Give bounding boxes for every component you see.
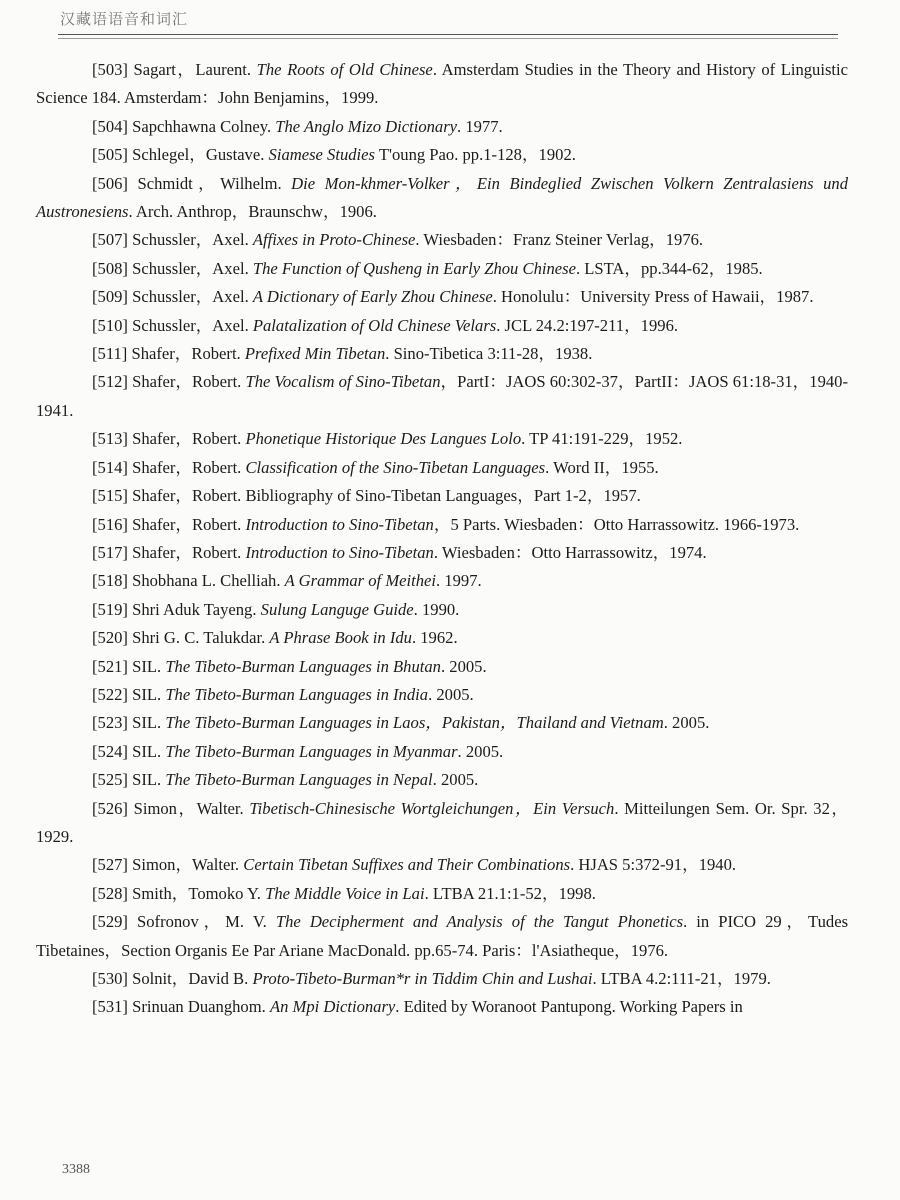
reference-details: T'oung Pao. pp.1-128，1902. (375, 145, 576, 165)
reference-details: . 1990. (413, 599, 460, 619)
reference-entry (36, 851, 848, 879)
reference-details: . 2005. (457, 741, 504, 761)
reference-author: Shri Aduk Tayeng. (132, 599, 257, 619)
reference-entry (36, 596, 848, 624)
reference-number: [517] (92, 542, 128, 562)
reference-entry (36, 141, 848, 169)
reference-title: The Vocalism of Sino-Tibetan (245, 372, 441, 392)
reference-entry (36, 795, 848, 852)
reference-author: Shafer，Robert. (132, 542, 242, 562)
reference-entry (36, 965, 848, 993)
reference-details: . TP 41:191-229，1952. (521, 429, 683, 449)
reference-number: [522] (92, 684, 128, 704)
reference-author: SIL. (132, 656, 162, 676)
reference-details: . Sino-Tibetica 3:11-28，1938. (385, 344, 593, 364)
reference-title: Introduction to Sino-Tibetan (245, 514, 434, 534)
reference-number: [504] (92, 116, 128, 136)
reference-author: SIL. (132, 770, 162, 790)
reference-title: Classification of the Sino-Tibetan Languages (245, 457, 546, 477)
reference-author: Shafer，Robert. (132, 372, 242, 392)
reference-entry (36, 454, 848, 482)
reference-title: Sulung Languge Guide (260, 599, 414, 619)
reference-author: SIL. (132, 713, 162, 733)
reference-author: SIL. (132, 684, 162, 704)
reference-author: SIL. (132, 741, 162, 761)
reference-number: [508] (92, 258, 128, 278)
reference-entry (36, 340, 848, 368)
reference-entry (36, 567, 848, 595)
reference-title: Tibetisch-Chinesische Wortgleichungen，Ein Versuch (249, 798, 615, 818)
reference-author: Shafer，Robert. (132, 514, 242, 534)
reference-author: Srinuan Duanghom. (132, 997, 266, 1017)
reference-author: Solnit，David B. (132, 969, 249, 988)
reference-title: The Tibeto-Burman Languages in Myanmar (165, 741, 458, 761)
running-header: 汉藏语语音和词汇 (60, 12, 189, 28)
reference-author: Sofronov，M. V. (137, 912, 267, 932)
reference-entry (36, 226, 848, 254)
reference-author: Shafer，Robert. (132, 486, 242, 506)
reference-author: Schlegel，Gustave. (132, 145, 265, 165)
reference-number: [520] (92, 628, 128, 648)
reference-details: . LSTA，pp.344-62，1985. (575, 258, 763, 278)
reference-title: The Tibeto-Burman Languages in India (165, 684, 429, 704)
reference-details: Bibliography of Sino-Tibetan Languages，Part 1-2，1957. (245, 486, 641, 506)
reference-author: Shobhana L. Chelliah. (132, 571, 281, 591)
reference-details: . Amsterdam Studies in the Theory and History of Linguistic Science 184. Amsterdam：John Benjamins，1999. (36, 60, 848, 108)
reference-entry (36, 880, 848, 908)
reference-author: Shafer，Robert. (131, 344, 241, 364)
reference-number: [521] (92, 656, 128, 676)
reference-author: Schussler，Axel. (132, 287, 249, 307)
reference-number: [526] (92, 798, 128, 818)
reference-details: . in PICO 29，Tudes Tibetaines，Section Organis Ee Par Ariane MacDonald. pp.65-74. Paris：l'Asiatheque，1976. (36, 912, 849, 960)
reference-author: Schussler，Axel. (132, 258, 249, 278)
reference-details: . Word II，1955. (545, 457, 659, 477)
reference-details: . 2005. (440, 656, 487, 676)
reference-title: The Middle Voice in Lai (265, 883, 425, 903)
reference-number: [518] (92, 571, 128, 591)
reference-number: [523] (92, 713, 128, 733)
reference-details: ，5 Parts. Wiesbaden：Otto Harrassowitz. 1966-1973. (433, 514, 800, 534)
reference-details: . Edited by Woranoot Pantupong. Working Papers in (395, 997, 743, 1017)
reference-title: Introduction to Sino-Tibetan (245, 542, 434, 562)
reference-entry (36, 368, 848, 425)
reference-details: . JCL 24.2:197-211，1996. (496, 315, 679, 335)
reference-number: [525] (92, 770, 128, 790)
reference-author: Shafer，Robert. (132, 429, 242, 449)
reference-details: . Honolulu：University Press of Hawaii，1987. (492, 287, 814, 307)
header-rule (58, 34, 838, 35)
reference-author: Schussler，Axel. (132, 230, 249, 250)
reference-entry (36, 482, 848, 510)
reference-number: [511] (92, 344, 128, 364)
reference-entry (36, 709, 848, 737)
reference-details: . 1997. (436, 571, 482, 591)
reference-number: [529] (92, 912, 128, 932)
reference-title: Phonetique Historique Des Langues Lolo (245, 429, 522, 449)
reference-details: . 1962. (411, 628, 458, 648)
reference-author: Simon，Walter. (132, 855, 240, 875)
reference-title: The Tibeto-Burman Languages in Bhutan (165, 656, 441, 676)
reference-title: The Tibeto-Burman Languages in Laos，Pakistan，Thailand and Vietnam (165, 713, 664, 733)
reference-details: . 1977. (457, 116, 503, 136)
reference-number: [516] (92, 514, 128, 534)
reference-title: A Grammar of Meithei (284, 571, 437, 591)
reference-entry (36, 681, 848, 709)
reference-title: The Roots of Old Chinese (256, 60, 433, 79)
reference-number: [515] (92, 486, 128, 506)
reference-number: [503] (92, 60, 128, 79)
reference-details: . Wiesbaden：Otto Harrassowitz，1974. (433, 542, 707, 562)
reference-details: ，PartI：JAOS 60:302-37，PartII：JAOS 61:18-31，1940-1941. (36, 372, 848, 420)
reference-title: Palatalization of Old Chinese Velars (252, 315, 497, 335)
reference-entry (36, 283, 848, 311)
reference-author: Simon，Walter. (133, 798, 244, 818)
page-number: 3388 (62, 1162, 90, 1177)
reference-details: . 2005. (428, 684, 474, 704)
reference-entry (36, 511, 848, 539)
reference-number: [505] (92, 145, 128, 165)
reference-author: Shafer，Robert. (132, 457, 242, 477)
reference-title: Die Mon-khmer-Volker，Ein Bindeglied Zwischen Volkern Zentralasiens und Austronesiens (36, 173, 848, 222)
reference-title: Siamese Studies (268, 145, 375, 165)
reference-entry (36, 539, 848, 567)
reference-number: [510] (92, 315, 128, 335)
reference-author: Sagart，Laurent. (133, 60, 252, 79)
reference-entry (36, 993, 848, 1021)
reference-entry (36, 113, 848, 141)
reference-entry (36, 255, 848, 283)
reference-number: [509] (92, 287, 128, 307)
reference-title: The Anglo Mizo Dictionary (275, 116, 458, 136)
reference-title: Certain Tibetan Suffixes and Their Combinations (243, 855, 571, 875)
reference-number: [527] (92, 855, 128, 875)
reference-author: Smith，Tomoko Y. (132, 883, 261, 903)
reference-author: Schussler，Axel. (132, 315, 249, 335)
reference-details: . LTBA 4.2:111-21，1979. (592, 969, 771, 988)
reference-title: The Function of Qusheng in Early Zhou Chinese (252, 258, 576, 278)
reference-author: Sapchhawna Colney. (132, 116, 272, 136)
reference-title: The Tibeto-Burman Languages in Nepal (165, 770, 433, 790)
reference-number: [528] (92, 883, 128, 903)
reference-details: . Wiesbaden：Franz Steiner Verlag，1976. (415, 230, 704, 250)
reference-number: [530] (92, 969, 128, 988)
header-rule-thin (58, 38, 838, 39)
reference-title: An Mpi Dictionary (269, 997, 396, 1017)
reference-number: [514] (92, 457, 128, 477)
reference-details: . 2005. (432, 770, 479, 790)
reference-number: [506] (92, 173, 128, 193)
reference-number: [524] (92, 741, 128, 761)
reference-details: . LTBA 21.1:1-52，1998. (424, 883, 596, 903)
reference-details: . Mitteilungen Sem. Or. Spr. 32，1929. (36, 798, 848, 846)
reference-entry (36, 170, 848, 227)
reference-entry (36, 653, 848, 681)
reference-number: [512] (92, 372, 128, 392)
reference-details: . Arch. Anthrop，Braunschw，1906. (128, 202, 377, 222)
reference-entry (36, 766, 848, 794)
reference-title: Affixes in Proto-Chinese (252, 230, 416, 250)
reference-entry (36, 312, 848, 340)
reference-entry (36, 738, 848, 766)
reference-number: [531] (92, 997, 128, 1017)
reference-entry (36, 425, 848, 453)
reference-title: Prefixed Min Tibetan (244, 344, 386, 364)
reference-entry (36, 56, 848, 113)
reference-entry (36, 624, 848, 652)
reference-title: A Dictionary of Early Zhou Chinese (252, 287, 493, 307)
reference-author: Shri G. C. Talukdar. (132, 628, 266, 648)
reference-details: . HJAS 5:372-91，1940. (570, 855, 737, 875)
reference-author: Schmidt，Wilhelm. (137, 173, 282, 193)
reference-list (36, 56, 848, 1022)
reference-entry (36, 908, 848, 965)
reference-title: The Decipherment and Analysis of the Tangut Phonetics (275, 912, 684, 932)
reference-number: [513] (92, 429, 128, 449)
reference-title: A Phrase Book in Idu (269, 628, 412, 648)
reference-number: [519] (92, 599, 128, 619)
reference-title: Proto-Tibeto-Burman*r in Tiddim Chin and Lushai (252, 969, 593, 988)
reference-details: . 2005. (663, 713, 710, 733)
reference-number: [507] (92, 230, 128, 250)
